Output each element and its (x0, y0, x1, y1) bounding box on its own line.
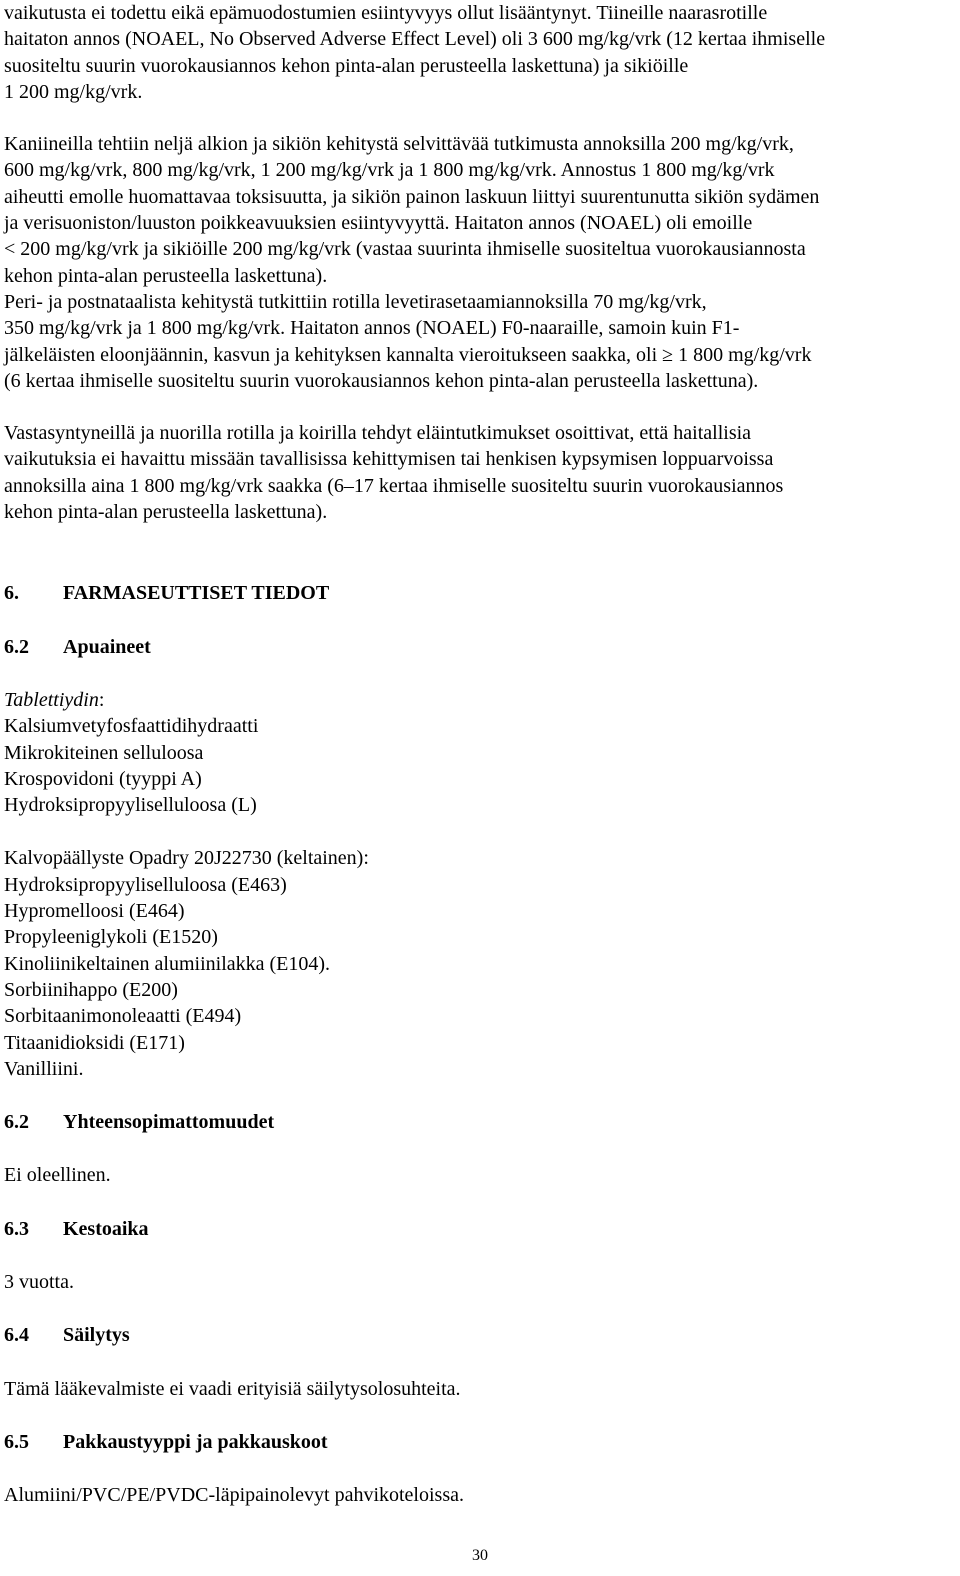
text-line: suositeltu suurin vuorokausiannos kehon pinta-alan perusteella laskettuna) ja sikiöille (4, 54, 689, 77)
section-title: Kestoaika (63, 1217, 149, 1240)
section-heading-6 (4, 580, 956, 606)
tablet-core-label-suffix: : (98, 688, 105, 711)
section-number: 6. (4, 582, 19, 605)
juvenile-study-paragraph (4, 420, 956, 525)
section-body: Alumiini/PVC/PE/PVDC-läpipainolevyt pahvikoteloissa. (4, 1484, 464, 1507)
section-body: Ei oleellinen. (4, 1164, 111, 1187)
coating-title: Kalvopäällyste Opadry 20J22730 (keltainen): (4, 847, 369, 870)
rabbit-study-paragraph (4, 131, 956, 394)
text-line: annoksilla aina 1 800 mg/kg/vrk saakka (6–17 kertaa ihmiselle suositeltu suurin vuorokausiannos (4, 474, 784, 497)
page-number: 30 (472, 1547, 488, 1564)
section-number: 6.3 (4, 1217, 29, 1240)
text-line: Peri- ja postnataalista kehitystä tutkittiin rotilla levetirasetaamiannoksilla 70 mg/kg/vrk, (4, 290, 707, 313)
section-number: 6.2 (4, 635, 29, 658)
section-heading-shelf-life (4, 1216, 956, 1242)
section-number: 6.4 (4, 1324, 29, 1347)
tablet-core-list (4, 713, 956, 818)
text-line: haitaton annos (NOAEL, No Observed Adverse Effect Level) oli 3 600 mg/kg/vrk (12 kertaa ihmiselle (4, 28, 826, 51)
text-line: vaikutusta ei todettu eikä epämuodostumien esiintyvyys ollut lisääntynyt. Tiineille naarasrotille (4, 2, 768, 24)
list-item: Krospovidoni (tyyppi A) (4, 767, 202, 790)
text-line: vaikutuksia ei havaittu missään tavallisissa kehittymisen tai henkisen kypsymisen loppuarvoissa (4, 448, 774, 471)
text-line: < 200 mg/kg/vrk ja sikiöille 200 mg/kg/vrk (vastaa suurinta ihmiselle suositeltua vuorokausiannosta (4, 238, 806, 261)
section-heading-excipients (4, 634, 956, 660)
intro-paragraph (4, 0, 956, 105)
section-title: Pakkaustyyppi ja pakkauskoot (63, 1430, 328, 1453)
text-line: kehon pinta-alan perusteella laskettuna). (4, 264, 328, 287)
list-item: Mikrokiteinen selluloosa (4, 741, 204, 764)
text-line: Vastasyntyneillä ja nuorilla rotilla ja koirilla tehdyt eläintutkimukset osoittivat, että haitallisia (4, 422, 752, 445)
section-body: Tämä lääkevalmiste ei vaadi erityisiä säilytysolosuhteita. (4, 1377, 461, 1400)
list-item: Vanilliini. (4, 1057, 84, 1080)
text-line: Kaniineilla tehtiin neljä alkion ja sikiön kehitystä selvittävää tutkimusta annoksilla 200 mg/kg/vrk, (4, 133, 794, 156)
section-title: FARMASEUTTISET TIEDOT (63, 582, 330, 605)
tablet-core-label (4, 687, 956, 713)
list-item: Sorbitaanimonoleaatti (E494) (4, 1005, 242, 1028)
section-body: 3 vuotta. (4, 1270, 74, 1293)
text-line: ja verisuoniston/luuston poikkeavuuksien esiintyvyyttä. Haitaton annos (NOAEL) oli emoille (4, 212, 753, 235)
document-page (4, 0, 956, 1508)
section-number: 6.2 (4, 1111, 29, 1134)
section-number: 6.5 (4, 1430, 29, 1453)
text-line: (6 kertaa ihmiselle suositeltu suurin vuorokausiannos kehon pinta-alan perusteella laskettuna). (4, 369, 759, 392)
text-line: jälkeläisten eloonjäännin, kasvun ja kehityksen kannalta vieroitukseen saakka, oli ≥ 1 800 mg/kg/vrk (4, 343, 812, 366)
text-line: 600 mg/kg/vrk, 800 mg/kg/vrk, 1 200 mg/kg/vrk ja 1 800 mg/kg/vrk. Annostus 1 800 mg/kg/vrk (4, 159, 775, 182)
section-heading-storage (4, 1322, 956, 1348)
list-item: Hypromelloosi (E464) (4, 900, 185, 923)
list-item: Propyleeniglykoli (E1520) (4, 926, 218, 949)
list-item: Kinoliinikeltainen alumiinilakka (E104). (4, 952, 331, 975)
list-item: Hydroksipropyyliselluloosa (E463) (4, 873, 287, 896)
section-title: Säilytys (63, 1324, 130, 1347)
coating-list (4, 872, 956, 1082)
list-item: Titaanidioksidi (E171) (4, 1031, 185, 1054)
text-line: kehon pinta-alan perusteella laskettuna). (4, 501, 328, 524)
section-heading-incompatibilities (4, 1109, 956, 1135)
text-line: 1 200 mg/kg/vrk. (4, 80, 143, 103)
list-item: Kalsiumvetyfosfaattidihydraatti (4, 715, 259, 738)
text-line: aiheutti emolle huomattavaa toksisuutta, ja sikiön painon laskuun liittyi suurentunutta sikiön sydämen (4, 185, 820, 208)
text-line: 350 mg/kg/vrk ja 1 800 mg/kg/vrk. Haitaton annos (NOAEL) F0-naaraille, samoin kuin F1- (4, 317, 740, 340)
section-heading-packaging (4, 1429, 956, 1455)
section-title: Apuaineet (63, 635, 151, 658)
list-item: Sorbiinihappo (E200) (4, 978, 178, 1001)
tablet-core-label-text: Tablettiydin (4, 688, 99, 711)
section-title: Yhteensopimattomuudet (63, 1111, 275, 1134)
list-item: Hydroksipropyyliselluloosa (L) (4, 794, 257, 817)
